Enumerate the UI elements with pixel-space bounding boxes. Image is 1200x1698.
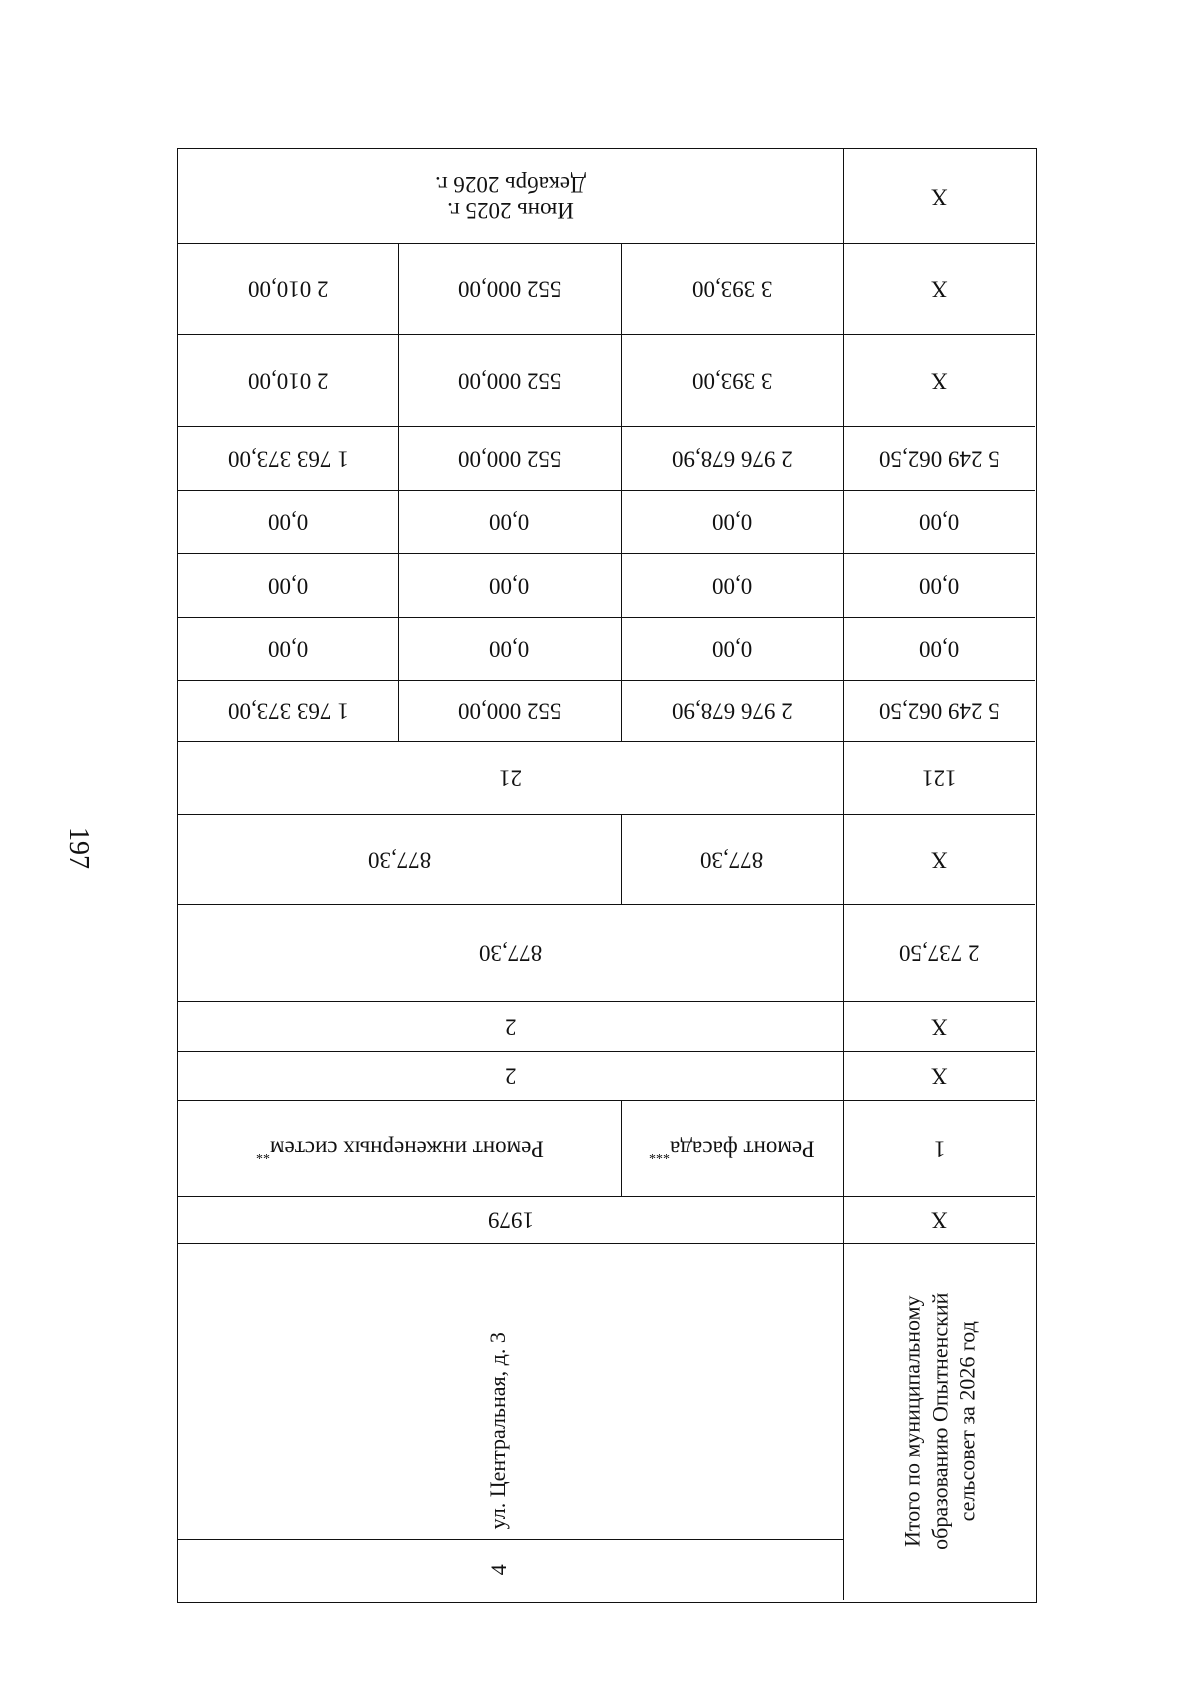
- cell-zero: [398, 490, 621, 553]
- cell-text: X: [931, 184, 948, 210]
- cell-zero: [621, 553, 843, 617]
- cell-zero: [178, 617, 398, 680]
- cell-text: 552 000,00: [457, 698, 562, 724]
- cell-text: 2 976 678,90: [671, 446, 793, 472]
- period-end: Декабрь 2026 г.: [435, 171, 586, 196]
- cell-text: 1979: [487, 1207, 534, 1233]
- cell-zero: [398, 553, 621, 617]
- cell-text: X: [931, 368, 948, 394]
- cell-text: 877,30: [700, 847, 764, 873]
- cell-value: [178, 1051, 843, 1100]
- cell-zero: [843, 490, 1036, 553]
- work-type-engineering: [256, 1135, 544, 1161]
- cell-value: [178, 741, 843, 814]
- data-table: [177, 148, 1037, 1603]
- cell-zero: [843, 617, 1036, 680]
- cell-value: [178, 243, 398, 334]
- cell-zero: [178, 490, 398, 553]
- cell-x: [843, 1196, 1036, 1243]
- cell-value: [178, 904, 843, 1001]
- cell-value: [621, 680, 843, 741]
- cell-text: 2 737,50: [899, 940, 980, 966]
- cell-text: 552 000,00: [457, 368, 562, 394]
- cell-value: [398, 680, 621, 741]
- cell-value: [621, 426, 843, 490]
- cell-text: 0,00: [267, 573, 309, 599]
- cell-text: 0,00: [711, 573, 753, 599]
- cell-text: 877,30: [367, 847, 432, 873]
- cell-text: X: [931, 1207, 948, 1233]
- cell-text: X: [931, 1014, 948, 1040]
- cell-x: [843, 814, 1036, 904]
- footnote-mark: **: [255, 1145, 270, 1161]
- cell-zero: [621, 490, 843, 553]
- work-type-facade: [649, 1135, 815, 1161]
- cell-work-type: [621, 1100, 843, 1196]
- cell-text: 0,00: [919, 509, 960, 535]
- cell-text: 0,00: [919, 573, 960, 599]
- work-type-label: Ремонт инженерных систем: [269, 1136, 544, 1162]
- cell-text: 1: [933, 1136, 946, 1162]
- cell-value: [398, 334, 621, 426]
- cell-value: [178, 334, 398, 426]
- cell-text: 2 010,00: [247, 276, 329, 302]
- cell-x: [843, 149, 1036, 243]
- address-text: ул. Центральная, д. 3: [485, 1331, 511, 1529]
- cell-text: 0,00: [489, 636, 530, 662]
- total-label-line: образованию Опытненский: [926, 1292, 952, 1551]
- cell-value: [621, 334, 843, 426]
- cell-text: X: [931, 847, 948, 873]
- cell-x: [843, 243, 1036, 334]
- cell-value: [178, 1001, 843, 1051]
- cell-text: 0,00: [267, 509, 309, 535]
- cell-text: 2: [504, 1063, 517, 1089]
- total-label-line: сельсовет за 2026 год: [954, 1321, 980, 1522]
- cell-text: 1 763 373,00: [227, 698, 349, 724]
- cell-total: [843, 904, 1036, 1001]
- cell-x: [843, 334, 1036, 426]
- cell-value: [621, 243, 843, 334]
- cell-value: [178, 680, 398, 741]
- cell-zero: [398, 617, 621, 680]
- cell-text: 0,00: [711, 636, 753, 662]
- cell-text: 3 393,00: [691, 276, 773, 302]
- cell-text: 0,00: [711, 509, 753, 535]
- cell-x: [843, 1001, 1036, 1051]
- cell-x: [843, 1051, 1036, 1100]
- cell-text: 0,00: [267, 636, 309, 662]
- row-number-text: 4: [485, 1564, 511, 1575]
- cell-text: 877,30: [478, 940, 543, 966]
- cell-zero: [178, 553, 398, 617]
- cell-text: 121: [922, 765, 957, 791]
- cell-value: [398, 243, 621, 334]
- work-type-label: Ремонт фасада: [670, 1136, 815, 1162]
- cell-text: 3 393,00: [691, 368, 773, 394]
- cell-text: X: [931, 1063, 948, 1089]
- page-number: 197: [63, 827, 94, 869]
- cell-total: [843, 426, 1036, 490]
- cell-text: 0,00: [919, 636, 960, 662]
- cell-zero: [843, 553, 1036, 617]
- cell-value: [178, 814, 621, 904]
- cell-row-number: [478, 1539, 518, 1600]
- cell-zero: [621, 617, 843, 680]
- total-label: [898, 1293, 981, 1550]
- cell-text: 5 249 062,50: [879, 698, 1000, 724]
- cell-total: [843, 1100, 1036, 1196]
- cell-total-label: [843, 1243, 1036, 1600]
- total-label-line: Итого по муниципальному: [899, 1295, 925, 1548]
- cell-year: [178, 1196, 843, 1243]
- cell-total: [843, 680, 1036, 741]
- cell-work-type: [178, 1100, 621, 1196]
- cell-text: 21: [499, 765, 522, 791]
- cell-text: 0,00: [489, 573, 530, 599]
- cell-period: [178, 149, 843, 243]
- cell-text: X: [931, 276, 948, 302]
- cell-text: 1 763 373,00: [227, 446, 349, 472]
- period-text: [435, 170, 586, 223]
- cell-total: [843, 741, 1036, 814]
- cell-text: 2: [504, 1014, 517, 1040]
- cell-value: [621, 814, 843, 904]
- cell-text: 2 010,00: [247, 368, 329, 394]
- period-start: Июнь 2025 г.: [447, 197, 574, 223]
- cell-text: 552 000,00: [457, 276, 562, 302]
- footnote-mark: ***: [649, 1145, 671, 1161]
- cell-value: [178, 426, 398, 490]
- cell-value: [398, 426, 621, 490]
- cell-text: 0,00: [489, 509, 530, 535]
- cell-address: [478, 1243, 518, 1539]
- cell-text: 552 000,00: [457, 446, 562, 472]
- cell-text: 5 249 062,50: [879, 446, 1000, 472]
- cell-text: 2 976 678,90: [671, 698, 793, 724]
